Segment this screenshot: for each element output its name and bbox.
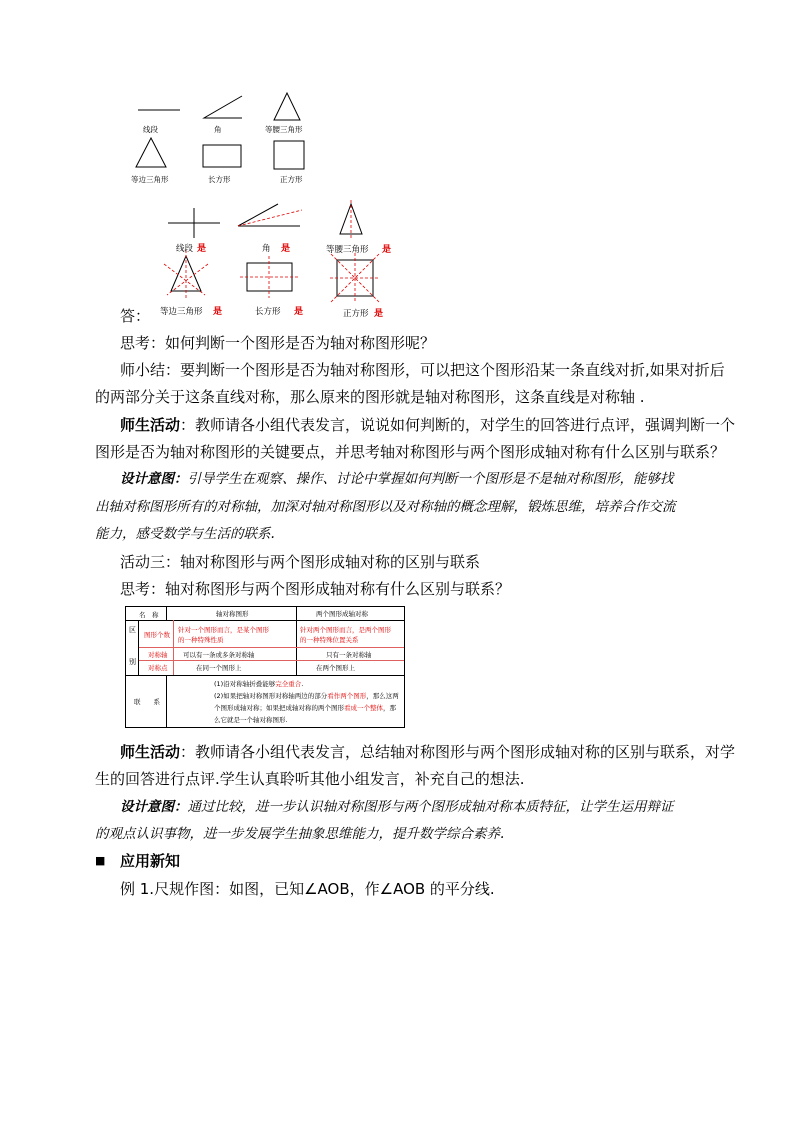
comparison-table: [125, 606, 405, 728]
row-axis-a: 可以有一条或多条对称轴: [183, 651, 255, 659]
label-square: 正方形: [280, 175, 303, 184]
relation-line-3: 个图形成轴对称；如果把成轴对称的两个图形看成一个整体，那: [214, 704, 396, 712]
design-1-text: 引导学生在观察、操作、讨论中掌握如何判断一个图形是不是轴对称图形，能够找: [187, 471, 674, 487]
activity-2-label: 师生活动: [120, 743, 181, 761]
label-angle: 角: [214, 125, 222, 134]
design-2-line-2: 的观点认识事物，进一步发展学生抽象思维能力，提升数学综合素养.: [95, 826, 505, 842]
square-shape: [274, 141, 304, 169]
label-rectangle: 长方形: [208, 175, 231, 184]
label2-rectangle: 长方形: [255, 307, 281, 317]
label2-segment: 线段: [176, 244, 194, 254]
design-1-line-3: 能力，感受数学与生活的联系.: [95, 526, 275, 542]
activity-2-line-1: [120, 739, 735, 765]
label2-angle: 角: [262, 244, 271, 254]
row-count-name: 图形个数: [144, 631, 170, 639]
think-question-2: 思考：轴对称图形与两个图形成轴对称有什么区别与联系？: [120, 580, 511, 598]
row-count-b2: 的一种特殊位置关系: [300, 636, 359, 644]
label2-isosceles: 等腰三角形: [326, 245, 369, 255]
section-bullet-icon: ■: [95, 854, 106, 867]
relation-line-2: (2)如果把轴对称图形对称轴两边的部分看作两个图形，那么这两: [214, 692, 399, 700]
mark-isosceles: 是: [382, 245, 392, 255]
row-point-a: 在同一个图形上: [196, 664, 242, 672]
rectangle-shape: [203, 145, 241, 167]
row-point-name: 对称点: [148, 664, 168, 672]
activity-1-label: 师生活动: [120, 416, 181, 434]
relation-line-4: 么它就是一个轴对称图形.: [214, 716, 288, 724]
summary-line-1: 师小结：要判断一个图形是否为轴对称图形，可以把这个图形沿某一条直线对折,如果对折后: [120, 361, 725, 379]
header-axis-figure: 轴对称图形: [216, 610, 249, 618]
label2-square: 正方形: [343, 309, 369, 319]
row-axis-name: 对称轴: [148, 651, 168, 659]
think-question-1: 思考：如何判断一个图形是否为轴对称图形呢？: [120, 334, 436, 352]
header-name: 名 称: [139, 611, 159, 619]
axes-svg: [150, 196, 400, 321]
design-2-line-1: [120, 794, 674, 820]
diff-label-1: 区: [129, 626, 136, 634]
design-1-line-1: [120, 466, 674, 492]
diff-label-2: 别: [129, 658, 136, 666]
equilateral-triangle-shape: [136, 138, 166, 167]
row-count-a1: 针对一个图形而言，是某个图形: [178, 626, 269, 634]
label-segment: 线段: [143, 125, 158, 134]
answer-label: 答：: [120, 307, 151, 325]
activity-1-line-1: [120, 412, 735, 438]
activity-1-text: ：教师请各小组代表发言，说说如何判断的，对学生的回答进行点评，强调判断一个: [180, 416, 736, 434]
mark-angle: 是: [281, 244, 291, 254]
mark-equilateral: 是: [213, 307, 223, 317]
design-1-label: 设计意图：: [120, 471, 188, 487]
example-1: 例 1.尺规作图：如图，已知∠AOB，作∠AOB 的平分线.: [120, 880, 495, 898]
label-equilateral: 等边三角形: [131, 175, 169, 184]
isosceles-triangle-shape: [274, 93, 300, 120]
label-isosceles: 等腰三角形: [265, 125, 303, 134]
angle-shape: [204, 96, 242, 118]
mark-square: 是: [374, 309, 384, 319]
relation-label: 联 系: [134, 698, 160, 706]
relation-line-1: (1)沿对称轴折叠能够完全重合.: [214, 680, 304, 688]
row-axis-b: 只有一条对称轴: [326, 651, 372, 659]
design-2-label: 设计意图：: [120, 799, 188, 815]
header-two-figures: 两个图形成轴对称: [316, 610, 368, 618]
section-title: 应用新知: [120, 852, 181, 870]
activity-2-text: ：教师请各小组代表发言，总结轴对称图形与两个图形成轴对称的区别与联系，对学: [180, 743, 736, 761]
row-count-b1: 针对两个图形而言，是两个图形: [300, 626, 391, 634]
summary-line-2: 的两部分关于这条直线对称，那么原来的图形就是轴对称图形，这条直线是对称轴 .: [95, 388, 645, 406]
mark-rectangle: 是: [294, 307, 304, 317]
activity-2-line-2: 生的回答进行点评.学生认真聆听其他小组发言，补充自己的想法.: [95, 770, 525, 788]
row-count-a2: 的一种特殊性质: [178, 636, 224, 644]
design-1-line-2: 出轴对称图形所有的对称轴，加深对轴对称图形以及对称轴的概念理解，锻炼思维，培养合作交流: [95, 499, 676, 515]
section-heading: [95, 848, 180, 874]
label2-equilateral: 等边三角形: [160, 307, 203, 317]
activity-1-line-2: 图形是否为轴对称图形的关键要点，并思考轴对称图形与两个图形成轴对称有什么区别与联系？: [95, 443, 726, 461]
activity-3-title: 活动三：轴对称图形与两个图形成轴对称的区别与联系: [120, 553, 481, 571]
row-point-b: 在两个图形上: [316, 664, 355, 672]
design-2-text: 通过比较，进一步认识轴对称图形与两个图形成轴对称本质特征，让学生运用辩证: [187, 799, 674, 815]
mark-segment: 是: [197, 244, 207, 254]
